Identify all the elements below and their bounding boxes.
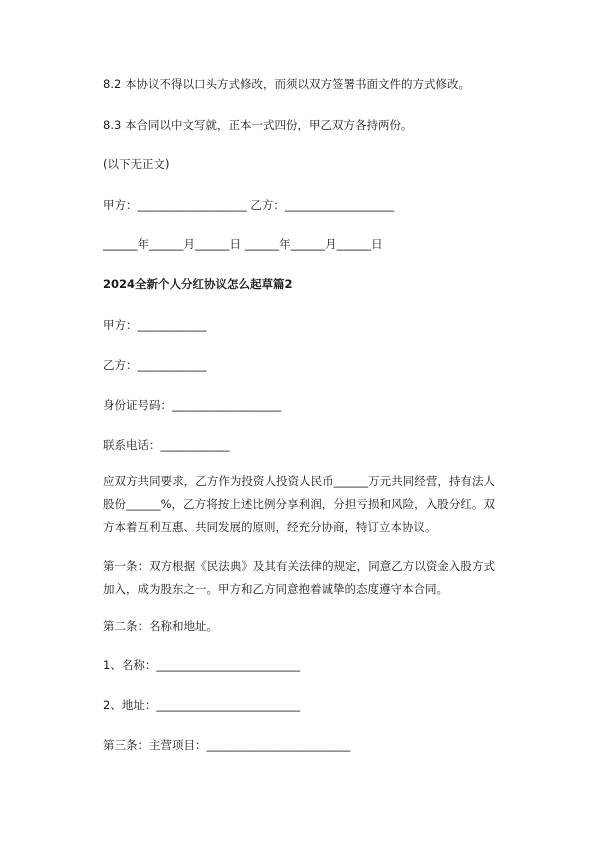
id-number-field: 身份证号码：___________________ xyxy=(103,398,282,412)
article-3: 第三条：主营项目：_________________________ xyxy=(103,738,351,752)
signature-date: ______年______月______日 ______年______月______日 xyxy=(103,237,383,251)
party-a-field: 甲方：____________ xyxy=(103,318,207,332)
article-2: 第二条：名称和地址。 xyxy=(103,619,218,633)
address-field: 2、地址：_________________________ xyxy=(103,698,301,712)
party-b-field: 乙方：____________ xyxy=(103,358,207,372)
section-heading: 2024全新个人分红协议怎么起草篇2 xyxy=(103,277,293,291)
article-1: 第一条：双方根据《民法典》及其有关法律的规定，同意乙方以资金入股方式加入，成为股东之一。甲方和乙方同意抱着诚挚的态度遵守本合同。 xyxy=(103,559,495,596)
end-note: (以下无正文) xyxy=(103,157,170,171)
intro-paragraph: 应双方共同要求，乙方作为投资人投资人民币______万元共同经营，持有法人股份______%，乙方将按上述比例分享利润，分担亏损和风险，入股分红。双方本着互利互惠、共同发展的原则，经充分协商，特订立本协议。 xyxy=(103,474,495,534)
clause-8-2: 8.2 本协议不得以口头方式修改，而须以双方签署书面文件的方式修改。 xyxy=(103,77,470,91)
name-field: 1、名称：_________________________ xyxy=(103,658,301,672)
phone-field: 联系电话：____________ xyxy=(103,438,230,452)
signature-line: 甲方：___________________ 乙方：___________________ xyxy=(103,198,395,212)
clause-8-3: 8.3 本合同以中文写就，正本一式四份，甲乙双方各持两份。 xyxy=(103,118,413,132)
